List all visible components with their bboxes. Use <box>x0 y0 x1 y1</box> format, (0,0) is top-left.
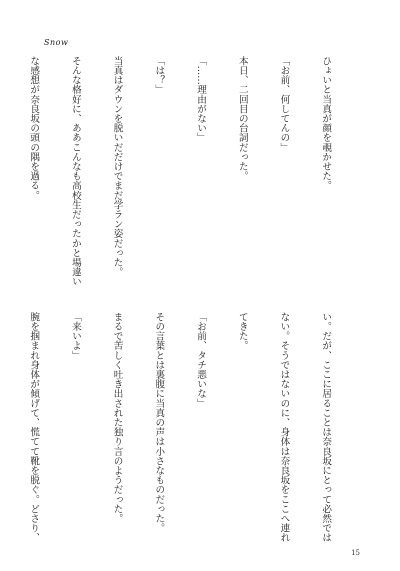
text-line: 「は？」 <box>153 56 165 95</box>
text-line: な感想が奈良坂の頭の隅を過る。 <box>28 56 40 200</box>
text-line: そんな格好に、ああこんなも高校生だったかと場違い <box>69 56 81 287</box>
text-line: い。だが、ここに居ることは奈良坂にとって必然では <box>320 312 332 543</box>
text-line: まるで苦しく吐き出された独り言のようだった。 <box>111 312 123 524</box>
text-block-top <box>30 56 360 288</box>
text-line: ない。そうではないのに、身体は奈良坂をここへ連れ <box>278 312 290 543</box>
page-number: 15 <box>351 549 360 557</box>
text-line: ひょいと当真が顔を覗かせた。 <box>320 56 332 191</box>
text-line: てきた。 <box>236 312 248 351</box>
text-line: 「来いよ」 <box>69 312 81 360</box>
text-block-bottom <box>30 312 360 544</box>
text-line: 本日、二回目の台詞だった。 <box>236 56 248 181</box>
text-line: 「お前、何してんの」 <box>278 56 290 152</box>
text-line: 当真はダウンを脱いだだけでまだ学ラン姿だった。 <box>111 56 123 277</box>
text-line: その言葉とは裏腹に当真の声は小さなものだった。 <box>153 312 165 533</box>
text-line: 腕を掴まれ身体が傾げて、慌てて靴を脱ぐ。どさり、 <box>28 312 40 543</box>
text-line: 「……理由がない」 <box>195 56 207 143</box>
header-mark: Snow <box>44 38 69 47</box>
text-line: 「お前、タチ悪いな」 <box>195 312 207 408</box>
